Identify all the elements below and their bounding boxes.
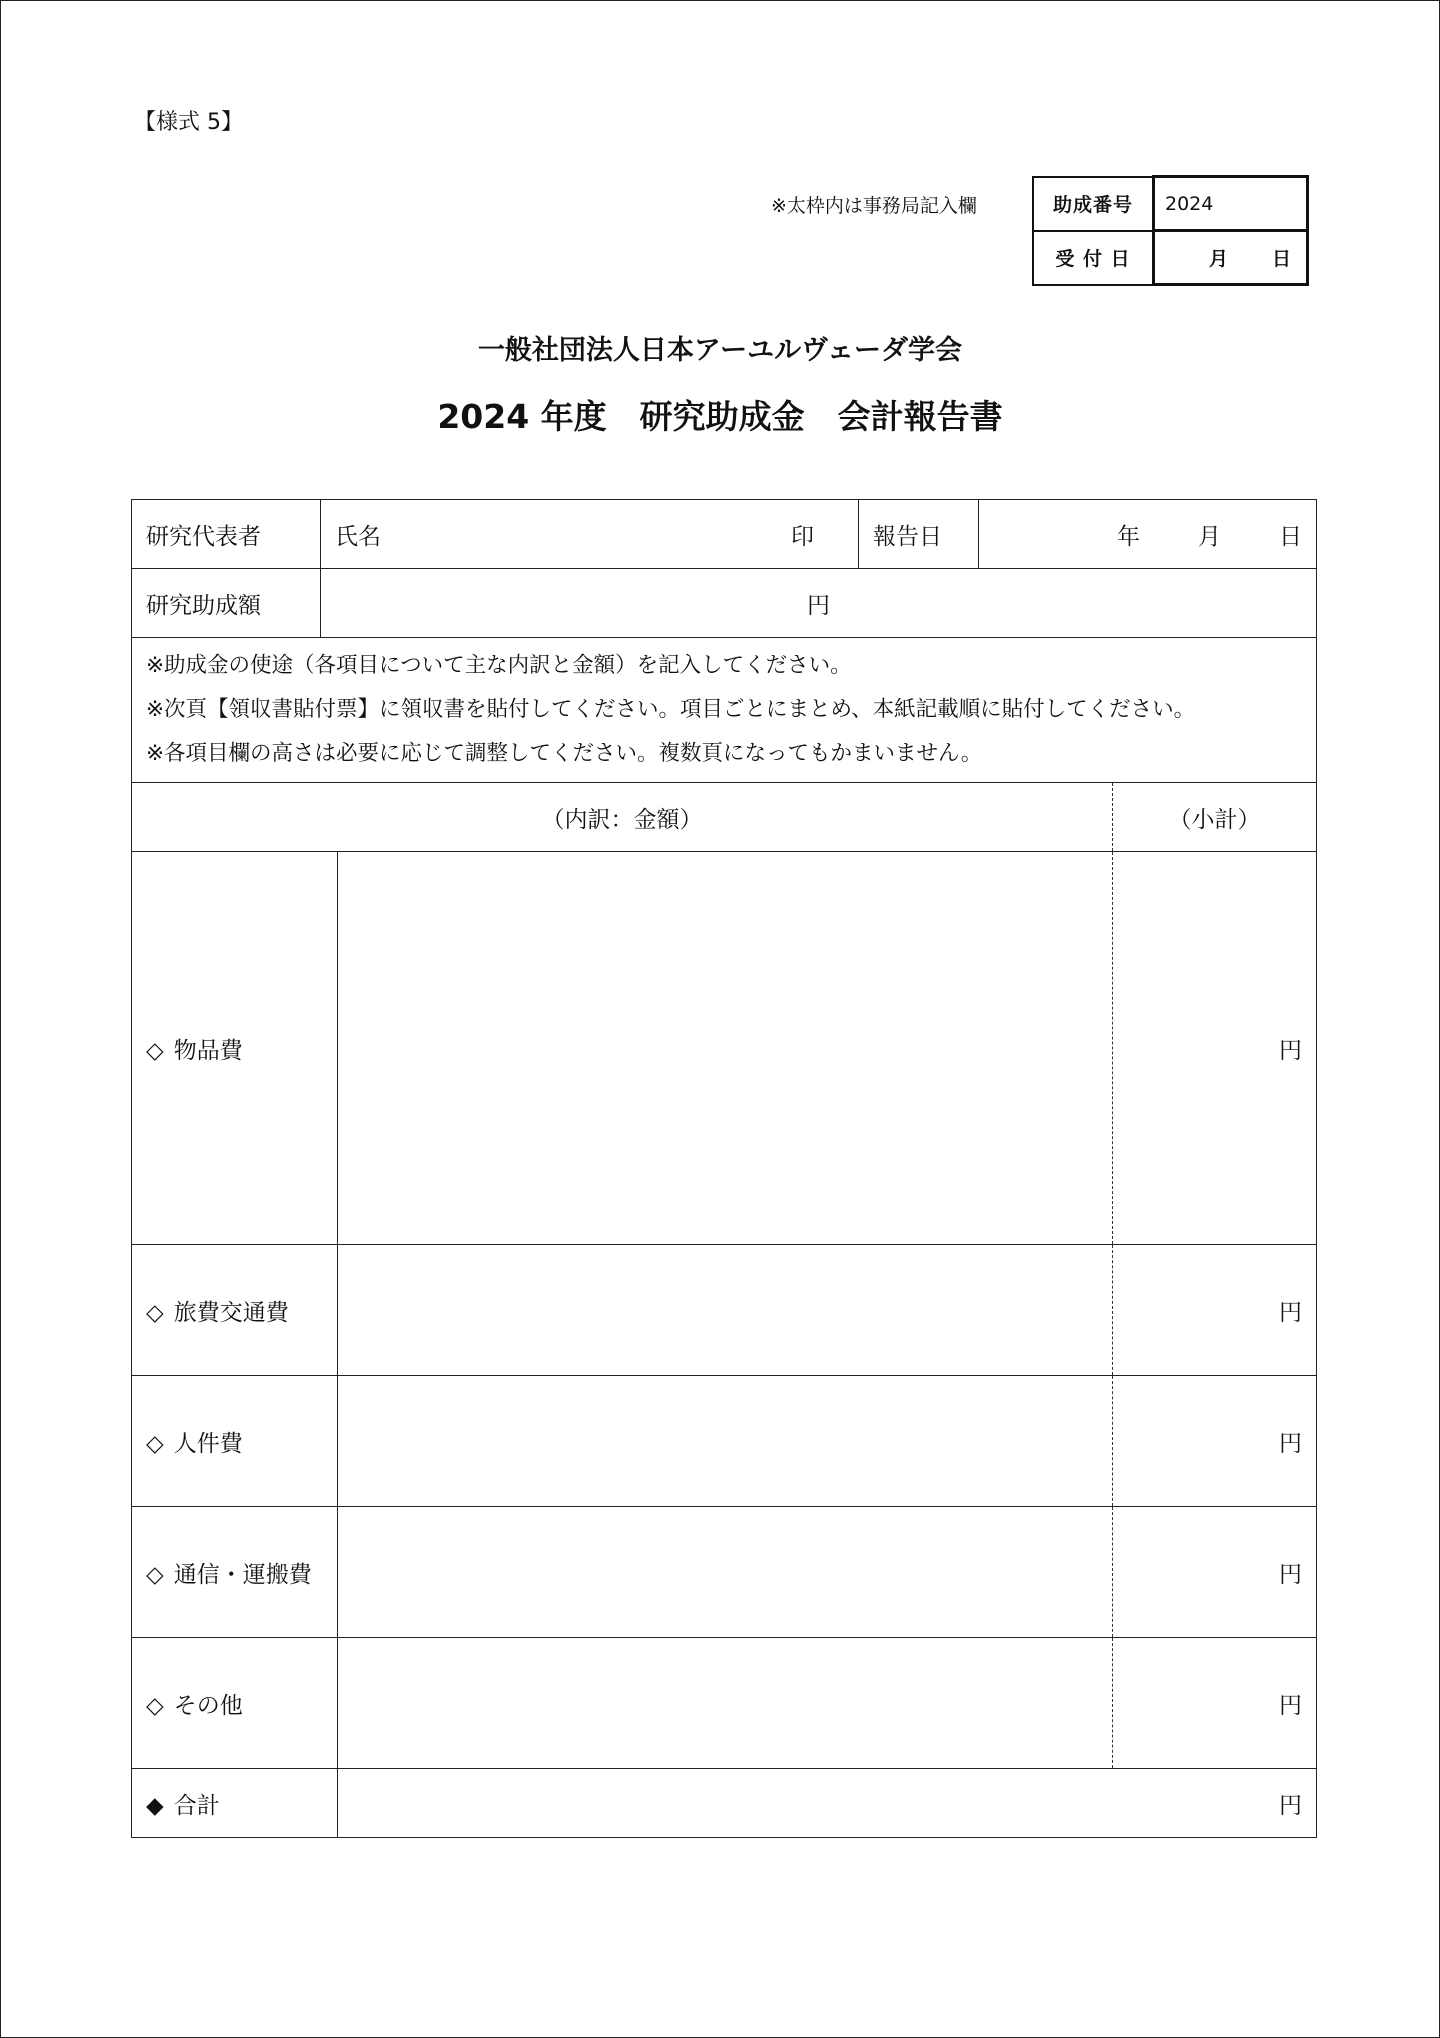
diamond-outline-icon: ◇ bbox=[146, 1430, 164, 1457]
category-label: 旅費交通費 bbox=[173, 1299, 289, 1326]
total-row bbox=[132, 1769, 1317, 1838]
accounting-report-table bbox=[131, 499, 1317, 1838]
date-year-unit: 年 bbox=[1117, 523, 1140, 550]
diamond-outline-icon: ◇ bbox=[146, 1299, 164, 1326]
seal-label: 印 bbox=[791, 523, 814, 550]
subtotal-field[interactable] bbox=[1113, 1376, 1317, 1507]
subtotal-unit: 円 bbox=[1279, 1037, 1302, 1064]
instructions-row bbox=[132, 638, 1317, 783]
expense-row bbox=[132, 1507, 1317, 1638]
name-label: 氏名 bbox=[335, 523, 381, 550]
expense-row bbox=[132, 1638, 1317, 1769]
grant-number-field[interactable]: 2024 bbox=[1154, 177, 1308, 231]
report-date-field[interactable] bbox=[979, 500, 1317, 569]
instructions bbox=[132, 638, 1317, 783]
grant-amount-label: 研究助成額 bbox=[132, 569, 321, 638]
subtotal-field[interactable] bbox=[1113, 1507, 1317, 1638]
category-label: その他 bbox=[173, 1692, 243, 1719]
category-label: 物品費 bbox=[173, 1037, 243, 1064]
expense-row bbox=[132, 1245, 1317, 1376]
diamond-outline-icon: ◇ bbox=[146, 1692, 164, 1719]
expense-category bbox=[132, 1376, 338, 1507]
date-month-unit: 月 bbox=[1198, 523, 1221, 550]
breakdown-field[interactable] bbox=[338, 1507, 1113, 1638]
subtotal-unit: 円 bbox=[1279, 1692, 1302, 1719]
form-id: 【様式 5】 bbox=[134, 110, 243, 135]
representative-label: 研究代表者 bbox=[132, 500, 321, 569]
grant-amount-unit: 円 bbox=[807, 592, 830, 619]
total-category bbox=[132, 1769, 338, 1838]
representative-name-field[interactable] bbox=[321, 500, 859, 569]
office-use-box bbox=[1032, 175, 1309, 286]
breakdown-field[interactable] bbox=[338, 852, 1113, 1245]
report-title: 2024 年度 研究助成金 会計報告書 bbox=[437, 397, 1003, 436]
organization-title: 一般社団法人日本アーユルヴェーダ学会 bbox=[477, 335, 963, 366]
subtotal-unit: 円 bbox=[1279, 1430, 1302, 1457]
representative-row bbox=[132, 500, 1317, 569]
received-date-field[interactable] bbox=[1154, 231, 1308, 285]
expense-category bbox=[132, 1638, 338, 1769]
report-date-label: 報告日 bbox=[859, 500, 979, 569]
subtotal-unit: 円 bbox=[1279, 1561, 1302, 1588]
breakdown-header: （内訳：金額） bbox=[132, 783, 1113, 852]
diamond-filled-icon: ◆ bbox=[146, 1792, 164, 1819]
subtotal-field[interactable] bbox=[1113, 1638, 1317, 1769]
date-day-unit: 日 bbox=[1279, 523, 1302, 550]
subtotal-field[interactable] bbox=[1113, 1245, 1317, 1376]
subtotal-unit: 円 bbox=[1279, 1299, 1302, 1326]
total-unit: 円 bbox=[1279, 1792, 1302, 1819]
received-month-unit: 月 bbox=[1208, 248, 1228, 270]
expense-row bbox=[132, 852, 1317, 1245]
expense-row bbox=[132, 1376, 1317, 1507]
category-label: 通信・運搬費 bbox=[173, 1561, 312, 1588]
breakdown-field[interactable] bbox=[338, 1638, 1113, 1769]
diamond-outline-icon: ◇ bbox=[146, 1561, 164, 1588]
breakdown-field[interactable] bbox=[338, 1245, 1113, 1376]
total-field[interactable] bbox=[338, 1769, 1317, 1838]
column-header-row bbox=[132, 783, 1317, 852]
received-date-label: 受 付 日 bbox=[1033, 231, 1154, 285]
instruction-note: ※各項目欄の高さは必要に応じて調整してください。複数頁になってもかまいません。 bbox=[146, 741, 983, 766]
diamond-outline-icon: ◇ bbox=[146, 1037, 164, 1064]
total-label: 合計 bbox=[173, 1792, 220, 1819]
grant-number-label: 助成番号 bbox=[1033, 177, 1154, 231]
instruction-note: ※助成金の使途（各項目について主な内訳と金額）を記入してください。 bbox=[146, 653, 852, 678]
subtotal-field[interactable] bbox=[1113, 852, 1317, 1245]
grant-amount-row bbox=[132, 569, 1317, 638]
expense-category bbox=[132, 852, 338, 1245]
breakdown-field[interactable] bbox=[338, 1376, 1113, 1507]
expense-category bbox=[132, 1507, 338, 1638]
grant-amount-field[interactable] bbox=[321, 569, 1317, 638]
instruction-note: ※次頁【領収書貼付票】に領収書を貼付してください。項目ごとにまとめ、本紙記載順に貼付してください。 bbox=[146, 697, 1196, 722]
category-label: 人件費 bbox=[173, 1430, 243, 1457]
office-use-note: ※太枠内は事務局記入欄 bbox=[771, 195, 977, 217]
received-day-unit: 日 bbox=[1271, 248, 1291, 270]
expense-category bbox=[132, 1245, 338, 1376]
subtotal-header: （小計） bbox=[1113, 783, 1317, 852]
